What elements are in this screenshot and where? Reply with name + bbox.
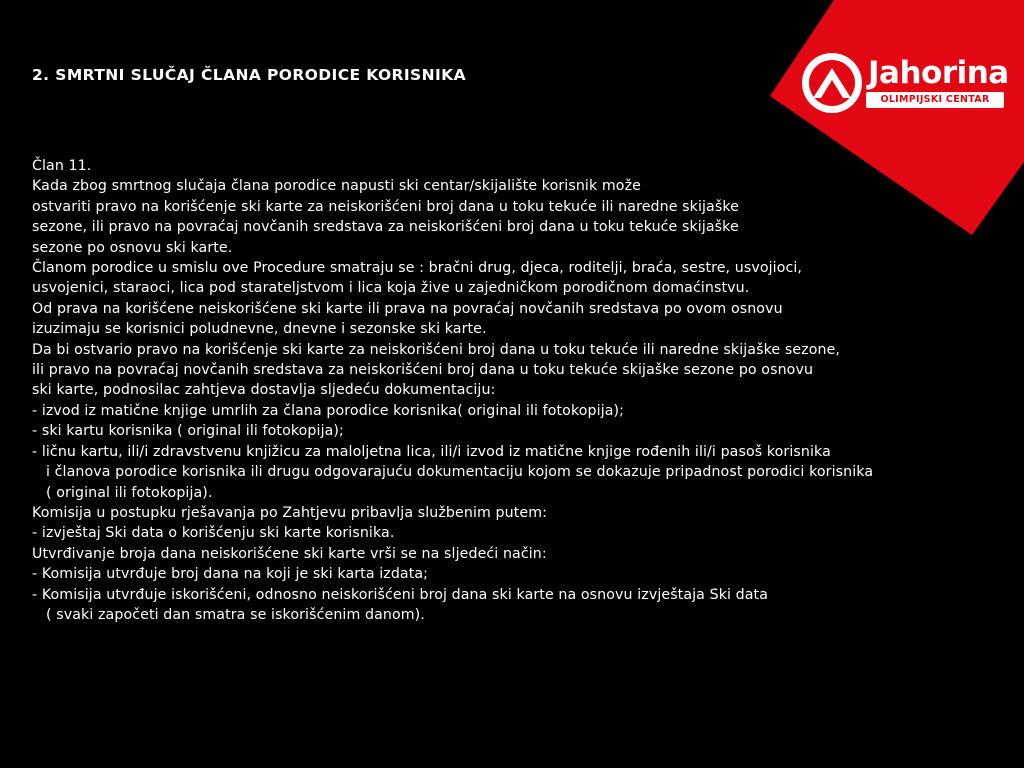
article-body	[32, 156, 1012, 625]
text-line: i članova porodice korisnika ili drugu odgovarajuću dokumentaciju kojom se dokazuje pripadnost porodici korisnika	[46, 464, 874, 481]
text-line: sezone po osnovu ski karte.	[32, 239, 233, 256]
text-line: Kada zbog smrtnog slučaja člana porodice napusti ski centar/skijalište korisnik može	[32, 178, 641, 195]
text-line: Utvrđivanje broja dana neiskorišćene ski karte vrši se na sljedeći način:	[32, 545, 547, 562]
text-line: ski karte, podnosilac zahtjeva dostavlja sljedeću dokumentaciju:	[32, 382, 496, 399]
text-line: - Komisija utvrđuje broj dana na koji je ski karta izdata;	[32, 566, 429, 583]
text-line: ( svaki započeti dan smatra se iskorišćenim danom).	[46, 606, 425, 623]
text-line: Da bi ostvario pravo na korišćenje ski karte za neiskorišćeni broj dana u toku tekuće ili naredne skijaške sezone,	[32, 341, 841, 358]
page-title: 2. SMRTNI SLUČAJ ČLANA PORODICE KORISNIKA	[32, 66, 466, 84]
text-line: - izvještaj Ski data o korišćenju ski karte korisnika.	[32, 525, 395, 542]
text-line: usvojenici, staraoci, lica pod starateljstvom i lica koja žive u zajedničkom porodičnom domaćinstvu.	[32, 280, 750, 297]
jahorina-logo-icon	[802, 53, 862, 113]
text-line: ili pravo na povraćaj novčanih sredstava za neiskorišćeni broj dana u toku tekuće skijaške sezone po osnovu	[32, 362, 814, 379]
text-line: sezone, ili pravo na povraćaj novčanih sredstava za neiskorišćeni broj dana u toku tekuće skijaške	[32, 219, 739, 236]
logo-subtitle-bar	[866, 92, 1004, 108]
text-line: ostvariti pravo na korišćenje ski karte za neiskorišćeni broj dana u toku tekuće ili naredne skijaške	[32, 198, 739, 215]
logo-name: Jahorina	[868, 55, 1009, 91]
text-line: - ličnu kartu, ili/i zdravstvenu knjižicu za maloljetna lica, ili/i izvod iz matične knjige rođenih ili/i pasoš korisnika	[32, 443, 831, 460]
text-line: Članom porodice u smislu ove Procedure smatraju se : bračni drug, djeca, roditelji, braća, sestre, usvojioci,	[32, 260, 803, 277]
text-line: - ski kartu korisnika ( original ili fotokopija);	[32, 423, 344, 440]
text-line: - Komisija utvrđuje iskorišćeni, odnosno neiskorišćeni broj dana ski karte na osnovu izvještaja Ski data	[32, 586, 769, 603]
text-line: Član 11.	[32, 158, 92, 174]
text-line: Komisija u postupku rješavanja po Zahtjevu pribavlja službenim putem:	[32, 504, 548, 521]
text-line: izuzimaju se korisnici poludnevne, dnevne i sezonske ski karte.	[32, 321, 487, 338]
logo-subtitle: OLIMPIJSKI CENTAR	[880, 94, 990, 105]
text-line: ( original ili fotokopija).	[46, 484, 213, 501]
text-line: - izvod iz matične knjige umrlih za člana porodice korisnika( original ili fotokopija);	[32, 402, 625, 419]
text-line: Od prava na korišćene neiskorišćene ski karte ili prava na povraćaj novčanih sredstava po ovom osnovu	[32, 300, 783, 317]
